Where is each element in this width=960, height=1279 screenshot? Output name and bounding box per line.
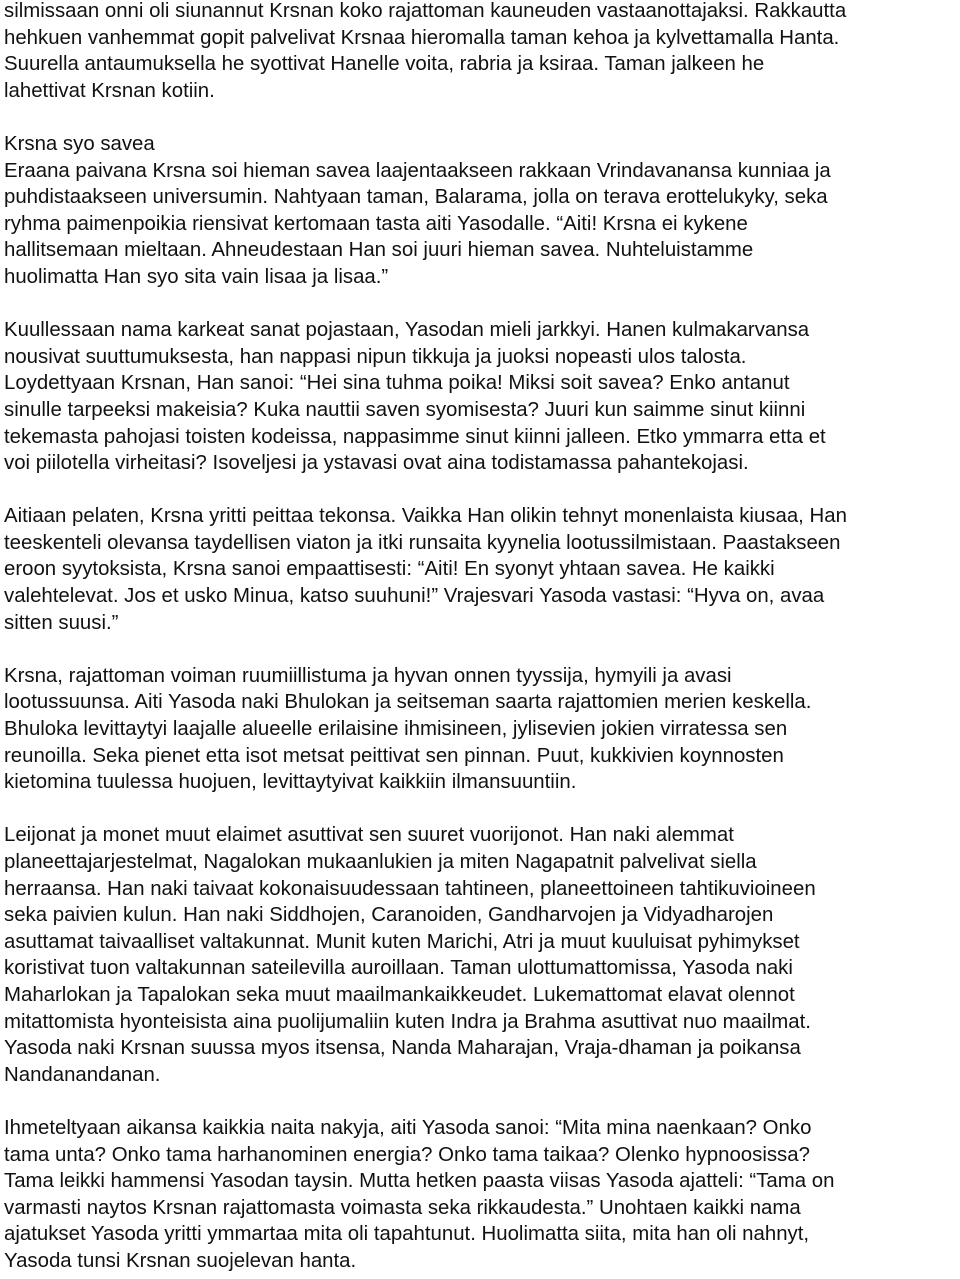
paragraph-6: Leijonat ja monet muut elaimet asuttivat sen suuret vuorijonot. Han naki alemmat planeettajarjestelmat, Nagalokan mukaanlukien ja miten Nagapatnit palvelivat siella herraansa. Han naki taivaat kokonaisuudessaan tahtineen, planeettoineen tahtikuvioineen seka paivien kulun. Han naki Siddhojen, Caranoiden, Gandharvojen ja Vidyadharojen asuttamat taivaalliset valtakunnat. Munit kuten Marichi, Atri ja muut kuuluisat pyhimykset koristivat tuon valtakunnan sateilevilla auroillaan. Taman ulottumattomissa, Yasoda naki Maharlokan ja Tapalokan seka muut maailmankaikkeudet. Lukemattomat elavat olennot mitattomista hyonteisista aina puolijumaliin kuten Indra ja Brahma asuttivat nuo maailmat. Yasoda naki Krsnan suussa myos itsensa, Nanda Maharajan, Vraja-dhaman ja poikansa Nandanandanan. xyxy=(4,824,816,1086)
paragraph-1: silmissaan onni oli siunannut Krsnan koko rajattoman kauneuden vastaanottajaksi. Rakkautta hehkuen vanhemmat gopit palvelivat Krsnaa hieromalla taman kehoa ja kylvettamalla Hanta. Suurella antaumuksella he syottivat Hanelle voita, rabria ja ksiraa. Taman jalkeen he lahettivat Krsnan kotiin. xyxy=(4,0,847,102)
paragraph-gap xyxy=(4,477,958,504)
paragraph-gap xyxy=(4,104,958,131)
paragraph-2: Eraana paivana Krsna soi hieman savea laajentaakseen rakkaan Vrindavanansa kunniaa ja puhdistaakseen universumin. Nahtyaan taman, Balarama, jolla on terava erottelukyky, seka ryhma paimenpoikia riensivat kertomaan tasta aiti Yasodalle. “Aiti! Krsna ei kykene hallitsemaan mieltaan. Ahneudestaan Han soi juuri hieman savea. Nuhteluistamme huolimatta Han syo sita vain lisaa ja lisaa.” xyxy=(4,159,831,288)
paragraph-gap xyxy=(4,796,958,823)
paragraph-gap xyxy=(4,1088,958,1115)
paragraph-gap xyxy=(4,636,958,663)
paragraph-5: Krsna, rajattoman voiman ruumiillistuma ja hyvan onnen tyyssija, hymyili ja avasi lootussuunsa. Aiti Yasoda naki Bhulokan ja seitseman saarta rajattomien merien keskella. Bhuloka levittaytyi laajalle alueelle erilaisine ihmisineen, jylisevien jokien virratessa sen reunoilla. Seka pienet etta isot metsat peittivat sen pinnan. Puut, kukkivien koynnosten kietomina tuulessa huojuen, levittaytyivat kaikkiin ilmansuuntiin. xyxy=(4,664,812,794)
paragraph-7: Ihmeteltyaan aikansa kaikkia naita nakyja, aiti Yasoda sanoi: “Mita mina naenkaan? Onko tama unta? Onko tama harhanominen energia? Onko tama taikaa? Olenko hypnoosissa? Tama leikki hammensi Yasodan taysin. Mutta hetken paasta viisas Yasoda ajatteli: “Tama on varmasti naytos Krsnan rajattomasta voimasta seka rikkaudesta.” Unohtaen kaikki nama ajatukset Yasoda yritti ymmartaa mita oli tapahtunut. Huolimatta siita, mita han oli nahnyt, Yasoda tunsi Krsnan suojelevan hanta. xyxy=(4,1116,835,1272)
section-heading: Krsna syo savea xyxy=(4,132,155,155)
paragraph-3: Kuullessaan nama karkeat sanat pojastaan, Yasodan mieli jarkkyi. Hanen kulmakarvansa nousivat suuttumuksesta, han nappasi nipun tikkuja ja juoksi nopeasti ulos talosta. Loydettyaan Krsnan, Han sanoi: “Hei sina tuhma poika! Miksi soit savea? Enko antanut sinulle tarpeeksi makeisia? Kuka nauttii saven syomisesta? Juuri kun saimme sinut kiinni tekemasta pahojasi toisten kodeissa, nappasimme sinut kiinni jalleen. Etko ymmarra etta et voi piilotella virheitasi? Isoveljesi ja ystavasi ovat aina todistamassa pahantekojasi. xyxy=(4,319,826,475)
paragraph-4: Aitiaan pelaten, Krsna yritti peittaa tekonsa. Vaikka Han olikin tehnyt monenlaista kiusaa, Han teeskenteli olevansa taydellisen viaton ja itki runsaita kyynelia lootussilmistaan. Paastakseen eroon syytoksista, Krsna sanoi empaattisesti: “Aiti! En syonyt yhtaan savea. He kaikki valehtelevat. Jos et usko Minua, katso suuhuni!” Vrajesvari Yasoda vastasi: “Hyva on, avaa sitten suusi.” xyxy=(4,505,847,634)
paragraph-gap xyxy=(4,291,958,318)
